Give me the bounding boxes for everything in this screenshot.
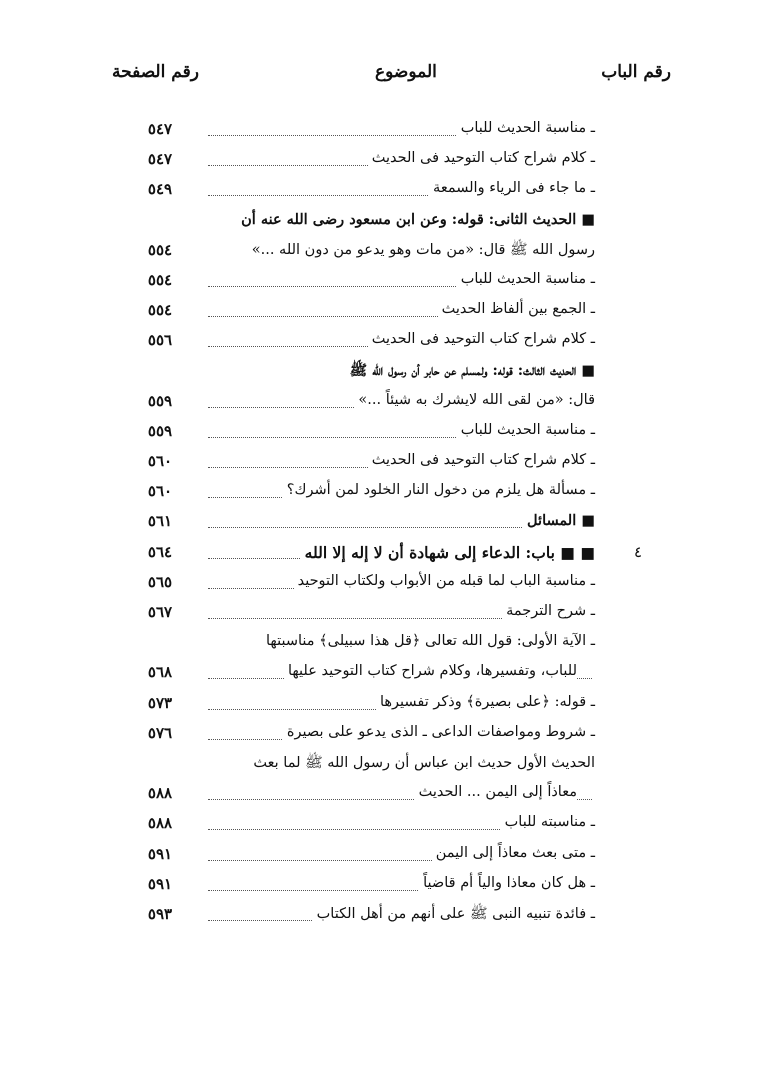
page-number: ٥٦٨ [147,663,173,682]
list-item [0,327,757,357]
entry-title: للباب، وتفسيرها، وكلام شراح كتاب التوحيد عليها [284,663,577,679]
page-number: ٥٦٤ [147,542,173,561]
page-number: ٥٤٧ [147,120,173,138]
entry-title: ـ كلام شراح كتاب التوحيد فى الحديث [368,150,595,166]
list-item [0,207,757,237]
entry-title: ـ مناسبة الحديث للباب [457,271,595,287]
page-number: ٥٤٩ [147,180,173,199]
entry-title: ـ كلام شراح كتاب التوحيد فى الحديث [368,452,595,468]
entry-title: ـ قوله: ﴿على بصيرة﴾ وذكر تفسيرها [376,694,595,710]
list-item [0,267,757,297]
page-number-heading: رقم الصفحة [112,62,199,82]
chapter-number: ٤ [633,542,642,561]
page-number: ٥٥٤ [147,301,173,320]
list-item [0,448,757,478]
list-item [0,629,757,659]
entry-title: ـ فائدة تنبيه النبى ﷺ على أنهم من أهل الكتاب [313,905,595,926]
entry-title: ـ شرح الترجمة [502,603,595,619]
page-number: ٥٦٠ [147,482,173,501]
list-item [0,176,757,206]
table-header [0,62,757,92]
page-number: ٥٩١ [147,874,173,893]
page-number: ٥٩١ [147,844,173,863]
list-item [0,750,757,780]
chapter-number-heading: رقم الباب [601,62,671,82]
entry-title: ـ مسألة هل يلزم من دخول النار الخلود لمن أشرك؟ [283,482,595,498]
page-number: ٥٥٩ [147,421,173,440]
list-item [0,810,757,840]
list-item [0,146,757,176]
list-item [0,478,757,508]
page-number: ٥٧٣ [147,693,173,712]
list-item [0,659,757,689]
list-item [0,116,757,146]
entry-title: ـ الآية الأولى: قول الله تعالى ﴿قل هذا سبيلى﴾ مناسبتها [262,633,595,649]
list-item [0,901,757,931]
list-item [0,720,757,750]
contents-list [0,116,757,931]
page-number: ٥٨٨ [147,814,173,833]
list-item [0,841,757,871]
page-number: ٥٥٤ [147,270,173,289]
page-number: ٥٦٥ [147,572,173,591]
entry-title: ـ هل كان معاذا والياً أم قاضياً [419,875,595,891]
page-number: ٥٦٧ [147,603,173,621]
entry-title: ـ كلام شراح كتاب التوحيد فى الحديث [368,331,595,347]
list-item [0,871,757,901]
page-number: ٥٤٧ [147,150,173,169]
list-item [0,508,757,538]
entry-title: ـ شروط ومواصفات الداعى ـ الذى يدعو على بصيرة [283,724,595,740]
list-item [0,418,757,448]
entry-title: قال: «من لقى الله لايشرك به شيئاً ...» [354,392,595,408]
topic-heading: الموضوع [375,62,437,82]
entry-title: ■ ■ باب: الدعاء إلى شهادة أن لا إله إلا الله [301,543,595,562]
entry-title: ـ مناسبة الباب لما قبله من الأبواب ولكتاب التوحيد [294,573,595,589]
list-item [0,569,757,599]
list-item [0,297,757,327]
page-number: ٥٥٩ [147,391,173,410]
entry-title: ■ الحديث الثانى: قوله: وعن ابن مسعود رضى الله عنه أن [237,211,595,228]
entry-title: ـ مناسبة الحديث للباب [457,422,595,438]
entry-title: ـ مناسبة الحديث للباب [457,120,595,136]
entry-title: ـ متى بعث معاذاً إلى اليمن [432,845,595,861]
entry-title: ■ المسائل [523,512,595,529]
list-item [0,780,757,810]
entry-title: معاذاً إلى اليمن ... الحديث [415,784,577,800]
entry-title: ■ الحديث الثالث: قوله: ولمسلم عن حابر أن رسول الله ﷺ [346,362,595,383]
list-item [0,599,757,629]
page-number: ٥٩٣ [147,904,173,923]
page-number: ٥٥٤ [147,240,173,259]
entry-title: ـ مناسبته للباب [501,814,595,830]
page-number: ٥٦٠ [147,452,173,471]
list-item [0,690,757,720]
list-item [0,388,757,418]
list-item [0,539,757,569]
page-number: ٥٨٨ [147,784,173,803]
entry-title: ـ ما جاء فى الرياء والسمعة [429,180,595,196]
entry-title: رسول الله ﷺ قال: «من مات وهو يدعو من دون الله ...» [248,241,595,262]
list-item [0,358,757,388]
page-number: ٥٧٦ [147,723,173,742]
entry-title: ـ الجمع بين ألفاظ الحديث [438,301,595,317]
page-number: ٥٥٦ [147,331,173,350]
entry-title: الحديث الأول حديث ابن عباس أن رسول الله ﷺ لما بعث [249,754,595,775]
list-item [0,237,757,267]
page-number: ٥٦١ [147,512,173,531]
